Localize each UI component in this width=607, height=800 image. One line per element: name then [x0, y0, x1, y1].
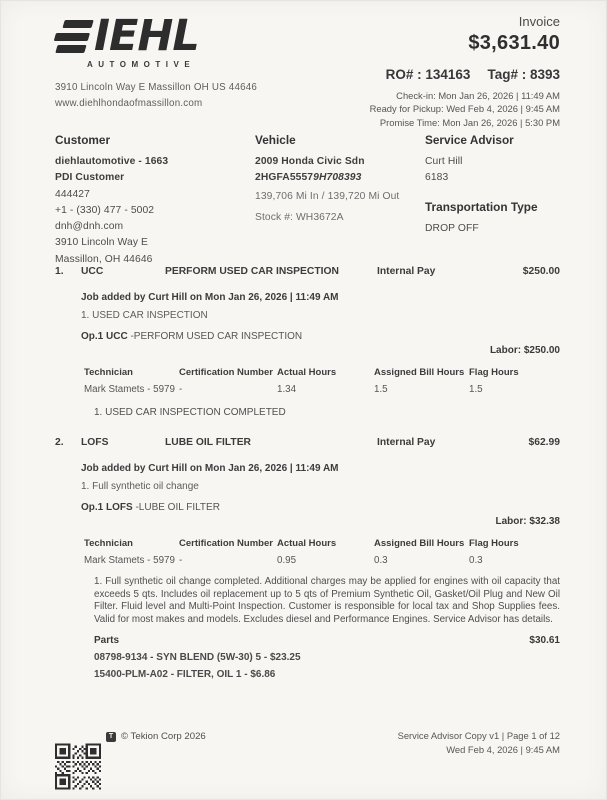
invoice-label: Invoice	[518, 14, 560, 29]
job-code: UCC	[81, 266, 104, 277]
table-cell: Mark Stamets - 5979	[84, 384, 175, 395]
job-op-line: Op.1 LOFS -LUBE OIL FILTER	[81, 502, 220, 513]
technician-table	[81, 367, 560, 395]
job-pay-type: Internal Pay	[377, 266, 436, 277]
vin-suffix: 9H708393	[313, 172, 362, 184]
technician-table	[81, 538, 560, 566]
job-name: LUBE OIL FILTER	[165, 437, 251, 448]
job-op-line: Op.1 UCC -PERFORM USED CAR INSPECTION	[81, 331, 303, 342]
table-header-cell: Actual Hours	[277, 367, 337, 378]
job-item	[55, 266, 560, 418]
vehicle-heading: Vehicle	[255, 133, 296, 147]
job-number: 1.	[55, 266, 64, 277]
vehicle-model: 2009 Honda Civic Sdn	[255, 156, 365, 167]
vehicle-section	[255, 133, 413, 227]
qr-code	[55, 743, 101, 790]
job-item	[55, 437, 560, 680]
table-cell: 1.34	[277, 384, 297, 395]
footer-page-info	[398, 729, 560, 757]
job-price: $62.99	[528, 437, 560, 448]
vehicle-stock: Stock #: WH3672A	[255, 212, 344, 224]
advisor-id: 6183	[425, 172, 449, 184]
table-header-cell: Assigned Bill Hours	[374, 367, 465, 378]
transportation-heading: Transportation Type	[425, 199, 538, 214]
parts-section-header	[81, 635, 560, 646]
part-line: 08798-9134 - SYN BLEND (5W-30) 5 - $23.25	[94, 652, 301, 664]
copy-info: Service Advisor Copy v1 | Page 1 of 12	[397, 730, 560, 741]
customer-address-1: 3910 Lincoln Way E	[55, 237, 148, 249]
customer-section	[55, 133, 245, 268]
vehicle-mileage: 139,706 Mi In / 139,720 Mi Out	[255, 190, 400, 202]
job-list	[55, 266, 560, 680]
transportation-value: DROP OFF	[425, 222, 479, 234]
customer-address-2: Massillon, OH 44646	[55, 253, 153, 265]
table-header-cell: Technician	[84, 538, 133, 549]
customer-id: 444427	[55, 188, 90, 200]
table-cell: 0.3	[469, 555, 483, 566]
service-advisor-heading: Service Advisor	[425, 133, 514, 147]
footer-copyright	[106, 731, 206, 742]
job-header-row	[55, 437, 560, 448]
customer-heading: Customer	[55, 133, 111, 147]
ready-for-pickup-line: Ready for Pickup: Wed Feb 4, 2026 | 9:45 AM	[369, 103, 560, 115]
print-time: Wed Feb 4, 2026 | 9:45 AM	[446, 744, 560, 755]
dealer-header	[55, 11, 258, 111]
vin-prefix: 2HGFA5557	[255, 172, 314, 184]
table-header-cell: Assigned Bill Hours	[374, 538, 465, 549]
parts-total: $30.61	[529, 635, 560, 647]
vehicle-vin	[255, 170, 413, 186]
table-header-cell: Flag Hours	[469, 538, 519, 549]
invoice-summary	[370, 14, 560, 129]
ro-number: RO# : 134163	[385, 67, 471, 82]
table-cell: 0.95	[277, 555, 297, 566]
customer-type: PDI Customer	[55, 172, 125, 184]
logo-subtitle: AUTOMOTIVE	[87, 60, 196, 69]
job-story: 1. Full synthetic oil change completed. Additional charges may be applied for engines with oil capacity that exceeds 5 qts. Includes oil replacement up to 5 qts of Premium Synthetic Oil, Gasket/Oil Plug and New Oil Filter. Fluid level and Multi-Point Inspection. Customer is responsible for local tax and Shop Supplies fees. Valid for most makes and models. Excludes diesel and Performance Engines. Service Advisor has details.	[94, 576, 560, 625]
tekion-logo-icon: T	[106, 732, 116, 742]
job-labor-total: Labor: $250.00	[489, 345, 560, 356]
table-cell: 1.5	[374, 384, 388, 395]
job-added-line: Job added by Curt Hill on Mon Jan 26, 2026 | 11:49 AM	[81, 463, 339, 474]
job-labor-total: Labor: $32.38	[495, 516, 560, 527]
table-header-cell: Technician	[84, 367, 133, 378]
customer-name: diehlautomotive - 1663	[55, 156, 169, 167]
job-price: $250.00	[522, 266, 560, 277]
job-number: 2.	[55, 437, 64, 448]
job-added-line: Job added by Curt Hill on Mon Jan 26, 2026 | 11:49 AM	[81, 292, 339, 303]
table-cell: -	[179, 555, 183, 566]
job-pay-type: Internal Pay	[377, 437, 436, 448]
job-name: PERFORM USED CAR INSPECTION	[165, 266, 339, 277]
dealer-address: 3910 Lincoln Way E Massillon OH US 44646	[55, 82, 258, 93]
table-cell: 0.3	[374, 555, 388, 566]
logo-d-stripes-icon	[50, 20, 93, 53]
part-line: 15400-PLM-A02 - FILTER, OIL 1 - $6.86	[94, 669, 276, 681]
advisor-name: Curt Hill	[425, 156, 463, 167]
tag-number: Tag# : 8393	[487, 67, 560, 82]
checkin-line: Check-in: Mon Jan 26, 2026 | 11:49 AM	[396, 90, 560, 101]
logo-name: IEHL	[94, 11, 199, 61]
job-concern: 1. USED CAR INSPECTION	[81, 310, 208, 321]
table-cell: Mark Stamets - 5979	[84, 555, 175, 566]
parts-label: Parts	[94, 635, 120, 647]
table-header-cell: Certification Number	[179, 367, 273, 378]
table-cell: 1.5	[469, 384, 483, 395]
job-header-row	[55, 266, 560, 277]
promise-time-line: Promise Time: Mon Jan 26, 2026 | 5:30 PM	[379, 116, 560, 128]
dealer-website: www.diehlhondaofmassillon.com	[55, 97, 203, 109]
customer-phone: +1 - (330) 477 - 5002	[55, 204, 155, 216]
dealer-logo	[55, 11, 257, 61]
table-header-cell: Flag Hours	[469, 367, 519, 378]
table-cell: -	[179, 384, 183, 395]
table-header-cell: Certification Number	[179, 538, 273, 549]
table-header-cell: Actual Hours	[277, 538, 337, 549]
job-concern: 1. Full synthetic oil change	[81, 481, 199, 492]
service-advisor-section	[425, 133, 575, 237]
customer-email: dnh@dnh.com	[55, 221, 124, 233]
job-completion-note: 1. USED CAR INSPECTION COMPLETED	[94, 407, 286, 418]
job-code: LOFS	[81, 437, 109, 448]
copyright-text: © Tekion Corp 2026	[121, 731, 206, 742]
invoice-total: $3,631.40	[468, 32, 560, 54]
